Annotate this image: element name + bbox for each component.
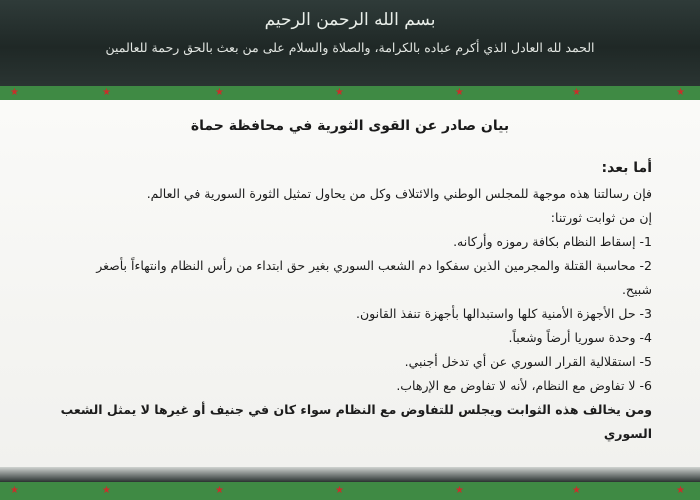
star-icon: ★: [572, 485, 581, 496]
star-icon: ★: [455, 87, 464, 98]
star-icon: ★: [335, 485, 344, 496]
principle-1: 1- إسقاط النظام بكافة رموزه وأركانه.: [453, 234, 652, 249]
star-icon: ★: [676, 485, 685, 496]
statement-title: بيان صادر عن القوى الثورية في محافظة حماة: [190, 118, 510, 134]
header-banner: [0, 0, 700, 86]
principle-2-continued: شبيح.: [621, 282, 652, 297]
footer-dark-strip: [0, 467, 700, 482]
star-icon: ★: [102, 87, 111, 98]
star-icon: ★: [215, 87, 224, 98]
star-row-top: [0, 86, 700, 100]
statement-body: [34, 160, 652, 446]
principle-2: 2- محاسبة القتلة والمجرمين الذين سفكوا دم الشعب السوري بغير حق ابتداء من رأس النظام وانتهاءاً بأصغر: [96, 258, 652, 273]
star-icon: ★: [10, 87, 19, 98]
star-icon: ★: [215, 485, 224, 496]
principle-5: 5- استقلالية القرار السوري عن أي تدخل أجنبي.: [404, 354, 652, 369]
principle-3: 3- حل الأجهزة الأمنية كلها واستبدالها بأجهزة تنفذ القانون.: [356, 306, 652, 321]
closing-statement: ومن يخالف هذه الثوابت ويجلس للتفاوض مع النظام سواء كان في جنيف أو غيرها لا يمثل الشعب السوري: [60, 402, 652, 441]
principle-4: 4- وحدة سوريا أرضاً وشعباً.: [508, 330, 652, 345]
star-icon: ★: [335, 87, 344, 98]
principles-intro: إن من ثوابت ثورتنا:: [550, 210, 652, 225]
greeting: أما بعد:: [601, 160, 652, 176]
invocation-text: الحمد لله العادل الذي أكرم عباده بالكرامة، والصلاة والسلام على من بعث بالحق رحمة للعالمين: [105, 40, 595, 55]
star-row-bottom: [0, 484, 700, 498]
star-icon: ★: [572, 87, 581, 98]
principle-6: 6- لا تفاوض مع النظام، لأنه لا تفاوض مع الإرهاب.: [396, 378, 652, 393]
star-icon: ★: [10, 485, 19, 496]
intro-paragraph: فإن رسالتنا هذه موجهة للمجلس الوطني والائتلاف وكل من يحاول تمثيل الثورة السورية في العالم.: [146, 186, 652, 201]
star-icon: ★: [102, 485, 111, 496]
basmala-text: بسم الله الرحمن الرحيم: [264, 10, 436, 30]
star-icon: ★: [455, 485, 464, 496]
star-icon: ★: [676, 87, 685, 98]
